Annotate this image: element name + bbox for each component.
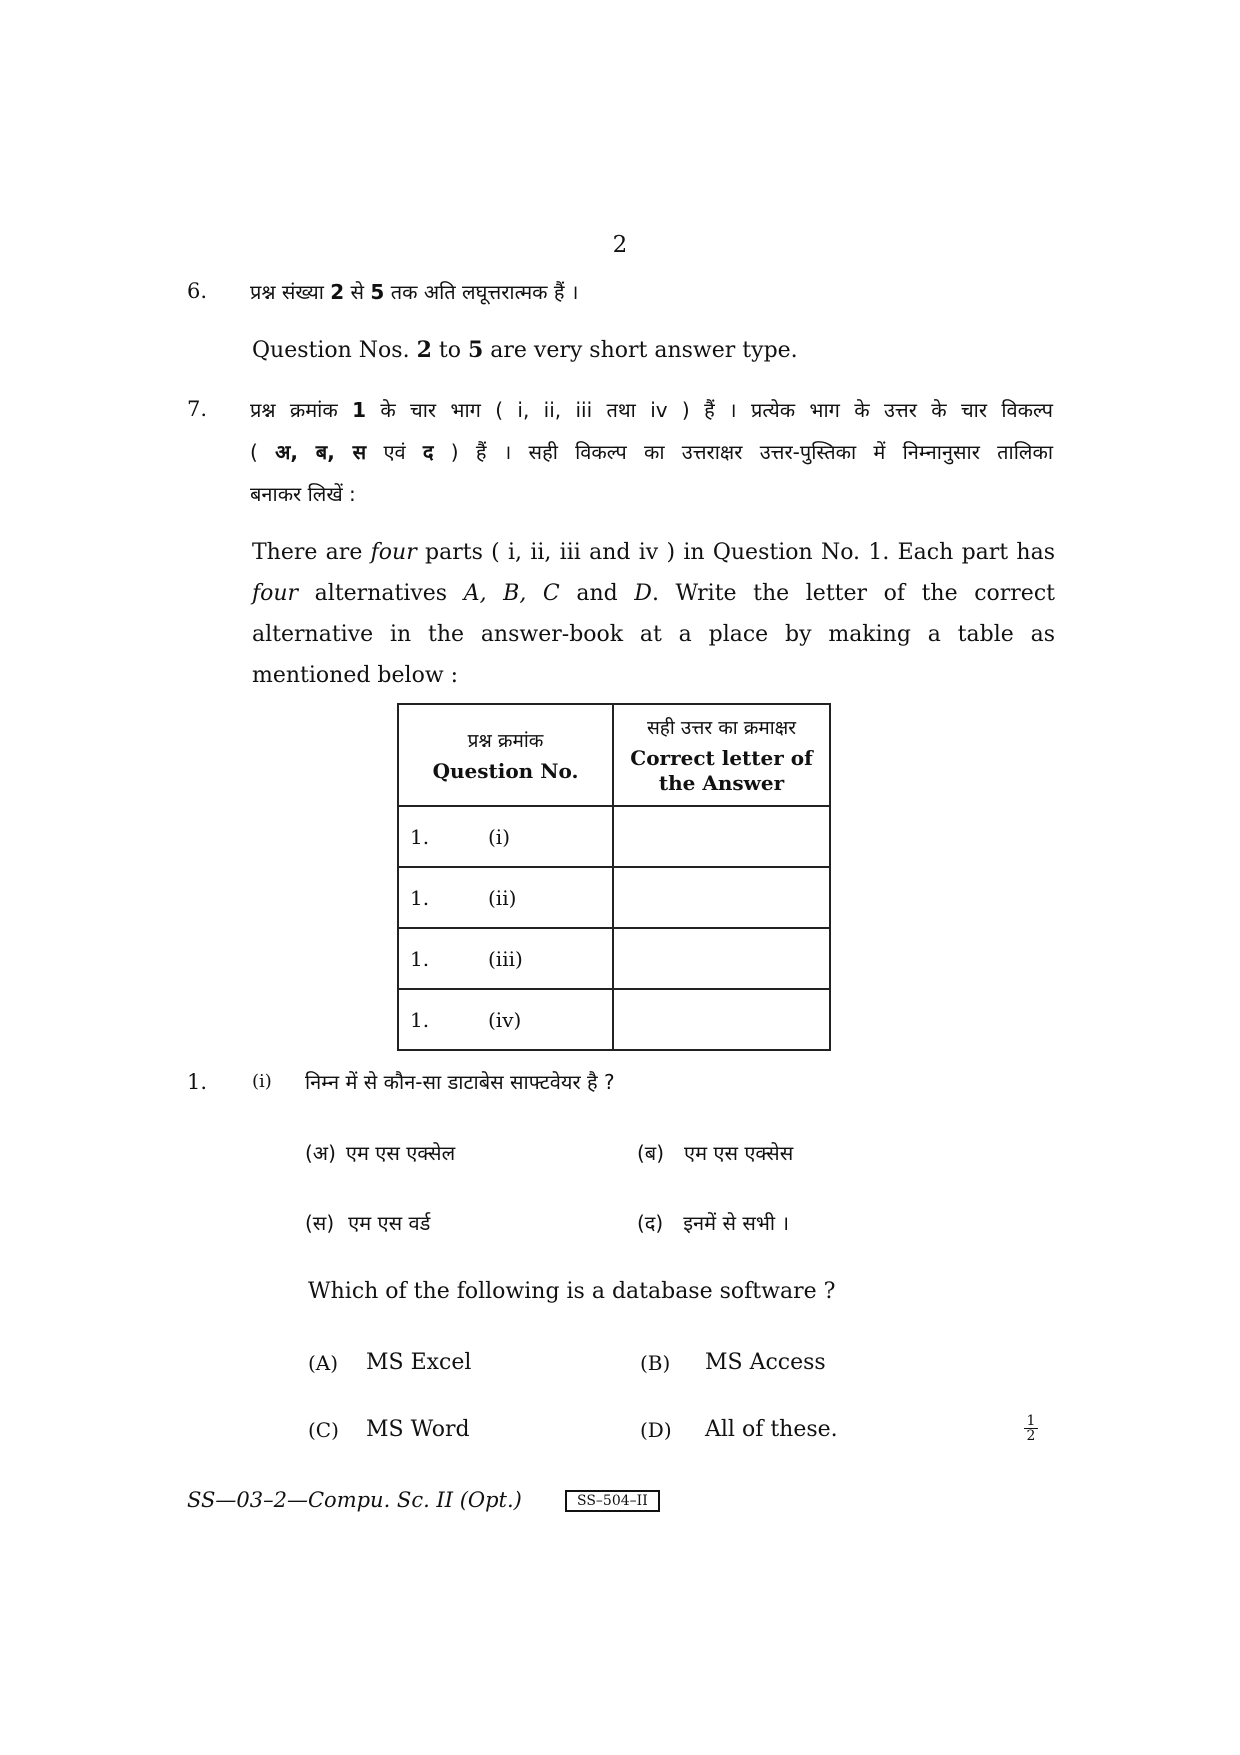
question-1-hindi: निम्न में से कौन-सा डाटाबेस साफ्टवेयर है ?: [305, 1070, 615, 1094]
instruction-7-hindi-line1: प्रश्न क्रमांक 1 के चार भाग ( i, ii, iii तथा iv ) हैं । प्रत्येक भाग के उत्तर के चार विकल्प: [250, 398, 1053, 422]
table-row: 1. (i): [398, 806, 830, 867]
english-option-b-text: MS Access: [705, 1350, 826, 1375]
answer-cell: [613, 806, 830, 867]
hindi-option-a: (अ) एम एस एक्सेल: [305, 1141, 456, 1165]
instruction-7-hindi-line2: ( अ, ब, स एवं द ) हैं । सही विकल्प का उत्तराक्षर उत्तर-पुस्तिका में निम्नानुसार तालिका: [250, 440, 1053, 464]
instruction-7-english-line3: alternative in the answer-book at a place by making a table as: [252, 622, 1055, 647]
english-option-c-text: MS Word: [366, 1417, 470, 1442]
instruction-7-number: 7.: [187, 397, 208, 421]
instruction-6-number: 6.: [187, 279, 208, 303]
footer-booklet-code: SS–504–II: [565, 1490, 660, 1512]
instruction-7-english-line2: four alternatives A, B, C and D. Write the letter of the correct: [252, 581, 1055, 606]
instruction-7-english-line4: mentioned below :: [252, 663, 459, 688]
hindi-option-b: (ब) एम एस एक्सेस: [637, 1141, 794, 1165]
answer-format-table: [397, 703, 831, 1051]
page-number: 2: [612, 232, 628, 258]
english-option-a-label: (A): [308, 1351, 339, 1375]
english-option-d-label: (D): [640, 1418, 672, 1442]
question-1-number: 1.: [187, 1070, 208, 1094]
header-correct-letter: सही उत्तर का क्रमाक्षर Correct letter of the Answer: [613, 704, 830, 806]
table-row: 1. (iii): [398, 928, 830, 989]
question-1-part: (i): [252, 1071, 272, 1092]
table-header-row: [398, 704, 830, 806]
table-row: 1. (iv): [398, 989, 830, 1050]
english-option-c-label: (C): [308, 1418, 339, 1442]
instruction-7-hindi-line3: बनाकर लिखें :: [250, 482, 356, 506]
english-option-a-text: MS Excel: [366, 1350, 472, 1375]
instruction-6-english: Question Nos. 2 to 5 are very short answer type.: [252, 337, 798, 363]
answer-cell: [613, 867, 830, 928]
english-option-d-text: All of these.: [705, 1417, 838, 1442]
english-option-b-label: (B): [640, 1351, 671, 1375]
answer-cell: [613, 928, 830, 989]
hindi-option-d: (द) इनमें से सभी ।: [637, 1211, 790, 1235]
question-1-english: Which of the following is a database software ?: [308, 1279, 836, 1304]
header-question-no: प्रश्न क्रमांक Question No.: [398, 704, 613, 806]
footer-paper-code: SS—03–2—Compu. Sc. II (Opt.): [187, 1488, 522, 1512]
instruction-6-hindi: प्रश्न संख्या 2 से 5 तक अति लघूत्तरात्मक हैं ।: [250, 280, 579, 304]
hindi-option-c: (स) एम एस वर्ड: [305, 1211, 431, 1235]
table-row: 1. (ii): [398, 867, 830, 928]
marks-fraction: $\frac{1}{2}$: [1024, 1414, 1038, 1443]
instruction-7-english-line1: There are four parts ( i, ii, iii and iv ) in Question No. 1. Each part has: [252, 540, 1055, 565]
answer-cell: [613, 989, 830, 1050]
